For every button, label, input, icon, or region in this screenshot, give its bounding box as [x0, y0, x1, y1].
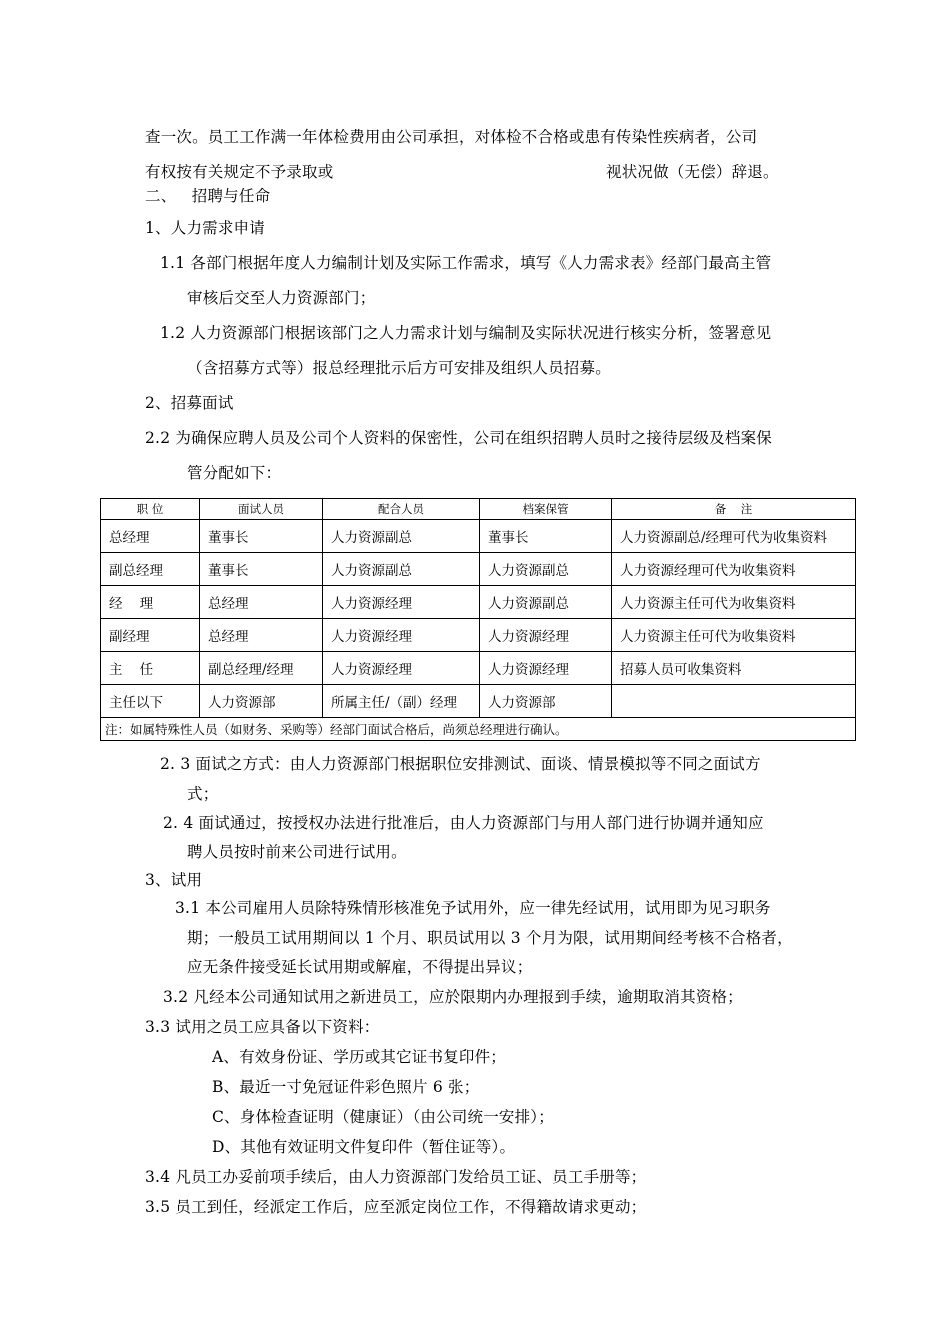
paragraph-3-1-a: 3.1 本公司雇用人员除特殊情形核准免予试用外，应一律先经试用，试用即为见习职务 — [175, 899, 771, 917]
list-item: A、有效身份证、学历或其它证书复印件； — [212, 1048, 506, 1066]
cell-file-keeper: 人力资源经理 — [480, 619, 612, 652]
cell-position: 副经理 — [101, 619, 200, 652]
cell-interviewer: 董事长 — [200, 553, 323, 586]
header-interviewer: 面试人员 — [200, 499, 323, 520]
cell-assistant: 人力资源经理 — [323, 652, 480, 685]
list-item: C、身体检查证明（健康证）（由公司统一安排）； — [212, 1108, 554, 1126]
paragraph-1-1-b: 审核后交至人力资源部门； — [187, 289, 376, 307]
cell-remarks: 人力资源主任可代为收集资料 — [612, 586, 856, 619]
table-row — [101, 619, 856, 652]
header-position: 职 位 — [101, 499, 200, 520]
intro-line-1: 查一次。员工工作满一年体检费用由公司承担，对体检不合格或患有传染性疾病者，公司 — [145, 128, 758, 146]
cell-position: 主任以下 — [101, 685, 200, 718]
paragraph-2-2-b: 管分配如下： — [187, 464, 282, 482]
cell-interviewer: 总经理 — [200, 586, 323, 619]
cell-remarks: 人力资源经理可代为收集资料 — [612, 553, 856, 586]
section-2-title: 二、 招聘与任命 — [145, 187, 271, 205]
table-note: 注：如属特殊性人员（如财务、采购等）经部门面试合格后，尚须总经理进行确认。 — [101, 718, 856, 741]
paragraph-3-1-c: 应无条件接受延长试用期或解雇，不得提出异议； — [187, 958, 533, 976]
cell-assistant: 人力资源经理 — [323, 619, 480, 652]
table-row — [101, 553, 856, 586]
cell-interviewer: 副总经理/经理 — [200, 652, 323, 685]
list-item: D、其他有效证明文件复印件（暂住证等）。 — [212, 1138, 516, 1156]
paragraph-2-4-b: 聘人员按时前来公司进行试用。 — [187, 843, 407, 861]
list-item: B、最近一寸免冠证件彩色照片 6 张； — [212, 1078, 480, 1096]
cell-file-keeper: 人力资源部 — [480, 685, 612, 718]
paragraph-2-3-b: 式； — [187, 785, 219, 803]
cell-remarks: 人力资源副总/经理可代为收集资料 — [612, 520, 856, 553]
table-row — [101, 520, 856, 553]
table-row — [101, 685, 856, 718]
cell-remarks: 招募人员可收集资料 — [612, 652, 856, 685]
paragraph-3-2: 3.2 凡经本公司通知试用之新进员工，应於限期内办理报到手续，逾期取消其资格； — [163, 988, 743, 1006]
interview-allocation-table — [100, 498, 856, 741]
table-row — [101, 652, 856, 685]
cell-position: 副总经理 — [101, 553, 200, 586]
table-note-row — [101, 718, 856, 741]
header-remarks: 备 注 — [612, 499, 856, 520]
header-file-keeper: 档案保管 — [480, 499, 612, 520]
paragraph-3-1-b: 期；一般员工试用期间以 1 个月、职员试用以 3 个月为限，试用期间经考核不合格者， — [187, 929, 793, 947]
cell-remarks — [612, 685, 856, 718]
paragraph-3-5: 3.5 员工到任，经派定工作后，应至派定岗位工作，不得籍故请求更动； — [145, 1198, 647, 1216]
cell-assistant: 人力资源副总 — [323, 520, 480, 553]
cell-interviewer: 人力资源部 — [200, 685, 323, 718]
cell-position: 经 理 — [101, 586, 200, 619]
cell-file-keeper: 人力资源副总 — [480, 553, 612, 586]
cell-assistant: 所属主任/（副）经理 — [323, 685, 480, 718]
cell-interviewer: 董事长 — [200, 520, 323, 553]
cell-interviewer: 总经理 — [200, 619, 323, 652]
cell-file-keeper: 人力资源副总 — [480, 586, 612, 619]
cell-file-keeper: 人力资源经理 — [480, 652, 612, 685]
subsection-3-title: 3、试用 — [145, 871, 203, 889]
cell-position: 总经理 — [101, 520, 200, 553]
cell-file-keeper: 董事长 — [480, 520, 612, 553]
table-row — [101, 586, 856, 619]
paragraph-3-3: 3.3 试用之员工应具备以下资料： — [145, 1018, 380, 1036]
cell-assistant: 人力资源副总 — [323, 553, 480, 586]
intro-line-2b: 视状况做（无偿）辞退。 — [606, 163, 779, 181]
cell-assistant: 人力资源经理 — [323, 586, 480, 619]
paragraph-2-4-a: 2. 4 面试通过，按授权办法进行批准后，由人力资源部门与用人部门进行协调并通知应 — [163, 814, 764, 832]
paragraph-2-3-a: 2. 3 面试之方式：由人力资源部门根据职位安排测试、面谈、情景模拟等不同之面试方 — [160, 755, 761, 773]
subsection-2-title: 2、招募面试 — [145, 394, 234, 412]
intro-line-2a: 有权按有关规定不予录取或 — [145, 163, 334, 181]
paragraph-1-2-b: （含招募方式等）报总经理批示后方可安排及组织人员招募。 — [187, 359, 611, 377]
table-header-row — [101, 499, 856, 520]
header-assistant: 配合人员 — [323, 499, 480, 520]
paragraph-1-2-a: 1.2 人力资源部门根据该部门之人力需求计划与编制及实际状况进行核实分析，签署意见 — [160, 324, 772, 342]
cell-position: 主 任 — [101, 652, 200, 685]
paragraph-3-4: 3.4 凡员工办妥前项手续后，由人力资源部门发给员工证、员工手册等； — [145, 1168, 647, 1186]
paragraph-1-1-a: 1.1 各部门根据年度人力编制计划及实际工作需求，填写《人力需求表》经部门最高主管 — [160, 254, 772, 272]
paragraph-2-2-a: 2.2 为确保应聘人员及公司个人资料的保密性，公司在组织招聘人员时之接待层级及档案保 — [145, 429, 772, 447]
cell-remarks: 人力资源主任可代为收集资料 — [612, 619, 856, 652]
subsection-1-title: 1、人力需求申请 — [145, 219, 265, 237]
